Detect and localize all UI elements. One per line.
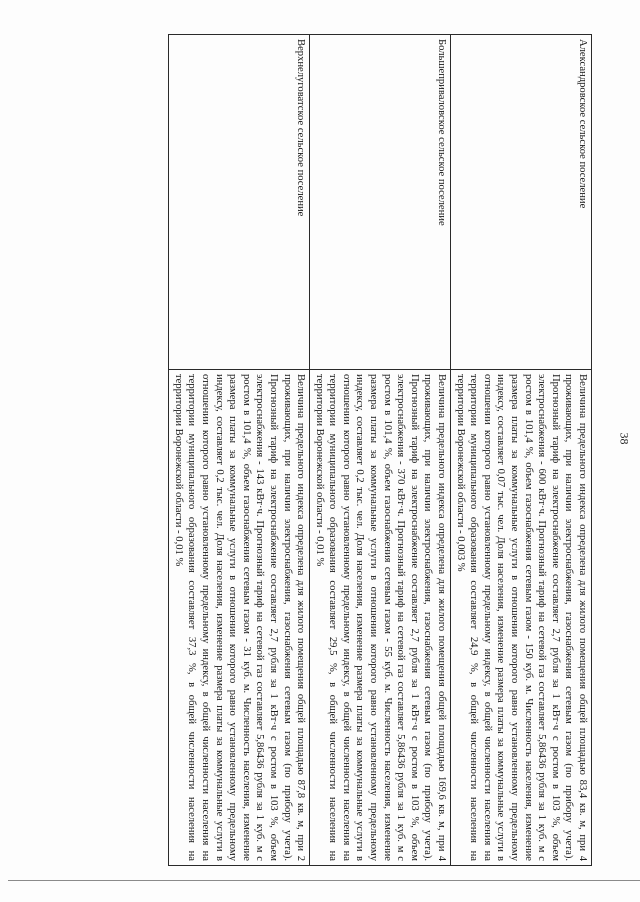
table-row [451,35,592,866]
index-description-cell: Величина предельного индекса определена для жилого помещения общей площадью 169,6 кв. м, при 4 проживающих, при наличии электроснабжения, газоснабжения сетевым газом (по прибору учета). Прогнозный тариф на электроснабжение составляет 2,7 рубля за 1 кВт·ч с ростом в 103 %, объем электроснабжения - 370 кВт·ч. Прогнозный тариф на сетевой газ составляет 5,86436 рубля за 1 куб. м с ростом в 101,4 %, объем газоснабжения сетевым газом - 55 куб. м. Численность населения, изменение размера платы за коммунальные услуги в отношении которого равно установленному предельному индексу, составляет 0,2 тыс. чел. Доля населения, изменение размера платы за коммунальные услуги в отношении которого равно установленному предельному индексу, в общей численности населения на территории муниципального образования составляет 29,5 %, в общей численности населения на территории Воронежской области - 0,01 % [310,370,451,866]
landscape-table-container [40,34,592,866]
rotated-content [40,34,592,866]
page-number: 38 [617,432,632,445]
settlement-name-cell: Большеприваловское сельское поселение [310,35,451,370]
index-description-cell: Величина предельного индекса определена для жилого помещения общей площадью 83,4 кв. м, при 4 проживающих, при наличии электроснабжения, газоснабжения сетевым газом (по прибору учета). Прогнозный тариф на электроснабжение составляет 2,7 рубля за 1 кВт·ч с ростом в 103 %, объем электроснабжения - 600 кВт·ч. Прогнозный тариф на сетевой газ составляет 5,86436 рубля за 1 куб. м с ростом в 101,4 %, объем газоснабжения сетевым газом - 150 куб. м. Численность населения, изменение размера платы за коммунальные услуги в отношении которого равно установленному предельному индексу, составляет 0,07 тыс. чел. Доля населения, изменение размера платы за коммунальные услуги в отношении которого равно установленному предельному индексу, в общей численности населения на территории муниципального образования составляет 24,9 %, в общей численности населения на территории Воронежской области - 0,003 % [451,370,592,866]
scan-bottom-edge [8,880,640,881]
table-row [310,35,451,866]
index-description-cell: Величина предельного индекса определена для жилого помещения общей площадью 87,8 кв. м, при 2 проживающих, при наличии электроснабжения, газоснабжения сетевым газом (по прибору учета). Прогнозный тариф на электроснабжение составляет 2,7 рубля за 1 кВт·ч с ростом в 103 %, объем электроснабжения - 143 кВт·ч. Прогнозный тариф на сетевой газ составляет 5,86436 рубля за 1 куб. м с ростом в 101,4 %, объем газоснабжения сетевым газом - 31 куб. м. Численность населения, изменение размера платы за коммунальные услуги в отношении которого равно установленному предельному индексу, составляет 0,2 тыс. чел. Доля населения, изменение размера платы за коммунальные услуги в отношении которого равно установленному предельному индексу, в общей численности населения на территории муниципального образования составляет 37,3 %, в общей численности населения на территории Воронежской области - 0,01 % [169,370,310,866]
settlement-name-cell: Верхнелуговатское сельское поселение [169,35,310,370]
settlement-index-table [168,34,592,866]
table-row [169,35,310,866]
settlement-name-cell: Александровское сельское поселение [451,35,592,370]
